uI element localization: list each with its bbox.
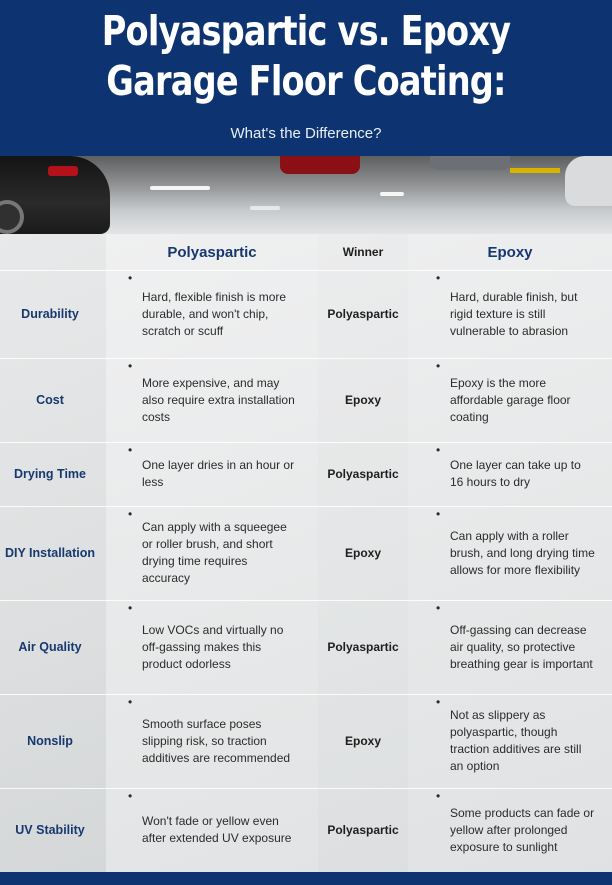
polyaspartic-description: • Hard, flexible finish is more durable, and won't chip, scratch or scuff (128, 271, 287, 338)
row-label: Cost (36, 393, 64, 407)
epoxy-description: • Some products can fade or yellow after prolonged exposure to sunlight (436, 789, 595, 854)
column-header-winner: Winner (342, 245, 384, 259)
winner-value: Epoxy (344, 546, 381, 560)
winner-value: Epoxy (344, 393, 381, 407)
garage-photo (0, 156, 612, 234)
polyaspartic-description: • One layer dries in an hour or less (128, 443, 295, 489)
title-line-2: Garage Floor Coating: (106, 57, 506, 105)
row-label: Nonslip (27, 734, 73, 748)
row-label: UV Stability (15, 823, 85, 837)
bullet-icon: • (436, 695, 441, 709)
floor-reflection (380, 192, 404, 196)
floor-reflection (150, 186, 210, 190)
bullet-icon: • (128, 443, 133, 457)
title-line-1: Polyaspartic vs. Epoxy (101, 7, 511, 55)
header-banner (0, 0, 612, 156)
floor-marking (510, 168, 560, 173)
footer-bar (0, 872, 612, 885)
comparison-table (0, 234, 612, 872)
bullet-icon: • (436, 443, 441, 457)
car-right-image (565, 156, 612, 206)
polyaspartic-description: • Can apply with a squeegee or roller brush, and short drying time requires accuracy (128, 507, 287, 585)
polyaspartic-description: • Smooth surface poses slipping risk, so traction additives are recommended (128, 695, 291, 765)
epoxy-description: • Hard, durable finish, but rigid texture is still vulnerable to abrasion (436, 271, 578, 338)
row-label: Durability (21, 307, 79, 321)
bullet-icon: • (128, 789, 133, 803)
bullet-icon: • (436, 789, 441, 803)
epoxy-description: • One layer can take up to 16 hours to dry (436, 443, 581, 489)
bullet-icon: • (436, 507, 441, 521)
epoxy-description: • Not as slippery as polyaspartic, though traction additives are still an option (436, 695, 582, 773)
bullet-icon: • (128, 601, 133, 615)
polyaspartic-description: • Won't fade or yellow even after extended UV exposure (128, 789, 292, 845)
page-subtitle: What's the Difference? (230, 125, 382, 142)
bullet-icon: • (436, 359, 441, 373)
car-tail-light (48, 166, 78, 176)
car-gray-image (430, 156, 510, 170)
row-label: Air Quality (18, 640, 82, 654)
epoxy-description: • Off-gassing can decrease air quality, so protective breathing gear is important (436, 601, 593, 671)
winner-value: Polyaspartic (327, 307, 399, 321)
column-header-polyaspartic: Polyaspartic (167, 243, 257, 261)
row-label: Drying Time (13, 467, 86, 481)
winner-value: Epoxy (344, 734, 381, 748)
bullet-icon: • (128, 695, 133, 709)
car-red-image (280, 156, 360, 174)
bullet-icon: • (436, 271, 441, 285)
epoxy-description: • Can apply with a roller brush, and long drying time allows for more flexibility (436, 507, 595, 577)
winner-value: Polyaspartic (327, 823, 399, 837)
bullet-icon: • (128, 271, 133, 285)
row-label: DIY Installation (4, 546, 96, 560)
column-header-epoxy: Epoxy (487, 243, 533, 261)
polyaspartic-description: • More expensive, and may also require extra installation costs (128, 359, 295, 424)
winner-value: Polyaspartic (327, 467, 399, 481)
bullet-icon: • (128, 359, 133, 373)
page-title (55, 6, 557, 106)
bullet-icon: • (436, 601, 441, 615)
bullet-icon: • (128, 507, 133, 521)
polyaspartic-description: • Low VOCs and virtually no off-gassing makes this product odorless (128, 601, 284, 671)
floor-reflection (250, 206, 280, 210)
winner-value: Polyaspartic (327, 640, 399, 654)
epoxy-description: • Epoxy is the more affordable garage floor coating (436, 359, 571, 424)
